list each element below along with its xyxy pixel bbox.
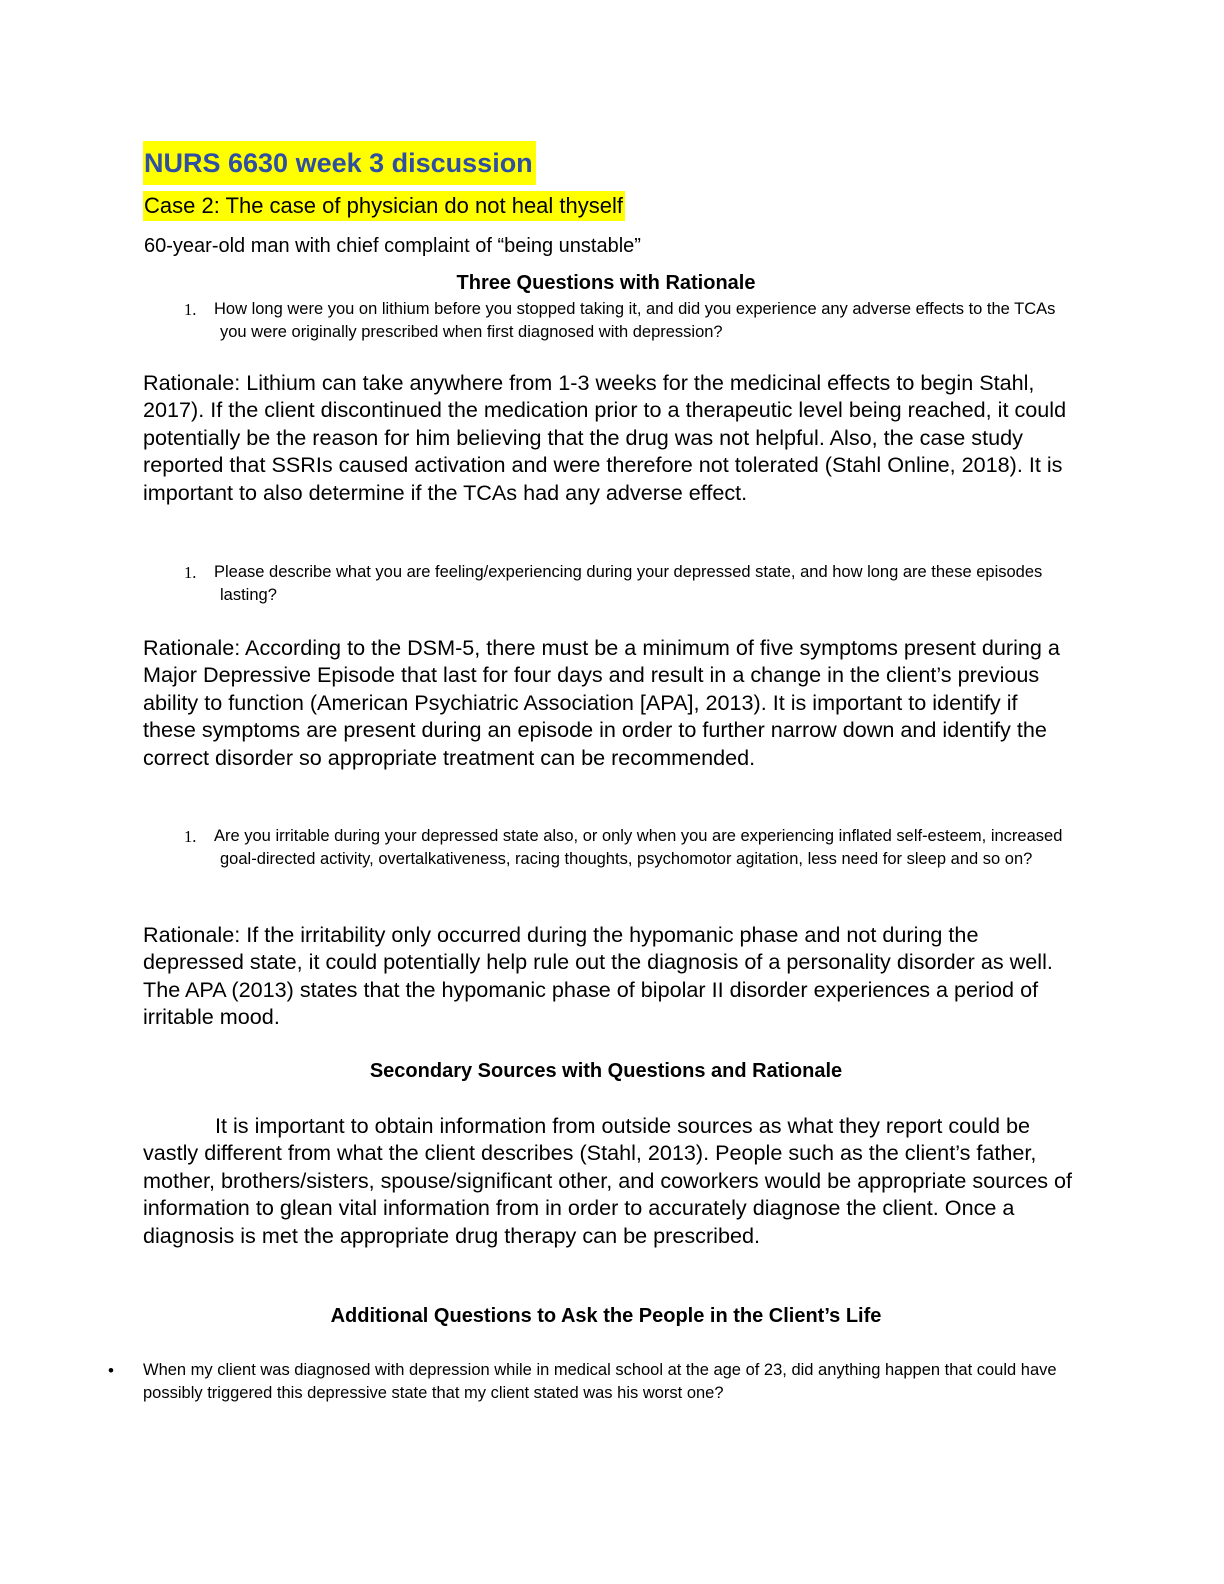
document-title: NURS 6630 week 3 discussion xyxy=(143,141,536,185)
case-subtitle: Case 2: The case of physician do not heal thyself xyxy=(143,191,625,221)
question-number: 1. xyxy=(184,563,197,582)
question-text: Please describe what you are feeling/experiencing during your depressed state, and how long are these episodes lasting? xyxy=(214,563,1043,604)
question-item xyxy=(184,825,1084,871)
rationale-paragraph: Rationale: Lithium can take anywhere from 1-3 weeks for the medicinal effects to begin Stahl, 2017). If the client discontinued the medication prior to a therapeutic level being reached, it could potentially be the reason for him believing that the drug was not helpful. Also, the case study reported that SSRIs caused activation and were therefore not tolerated (Stahl Online, 2018). It is important to also determine if the TCAs had any adverse effect. xyxy=(143,370,1067,505)
question-item xyxy=(184,561,1084,607)
rationale-paragraph: Rationale: According to the DSM-5, there must be a minimum of five symptoms present during a Major Depressive Episode that last for four days and result in a change in the client’s previous ability to function (American Psychiatric Association [APA], 2013). It is important to identify if these symptoms are present during an episode in order to further narrow down and identify the correct disorder so appropriate treatment can be recommended. xyxy=(143,635,1060,770)
rationale-paragraph: Rationale: If the irritability only occurred during the hypomanic phase and not during the depressed state, it could potentially help rule out the diagnosis of a personality disorder as well. The APA (2013) states that the hypomanic phase of bipolar II disorder experiences a period of irritable mood. xyxy=(143,922,1053,1030)
section-heading-three-questions: Three Questions with Rationale xyxy=(456,272,756,294)
question-number: 1. xyxy=(184,827,197,846)
question-number: 1. xyxy=(184,300,197,319)
bullet-text: When my client was diagnosed with depression while in medical school at the age of 23, did anything happen that could have possibly triggered this depressive state that my client stated was his worst one? xyxy=(143,1361,1057,1402)
question-item xyxy=(184,298,1084,344)
section-heading-additional-questions: Additional Questions to Ask the People in the Client’s Life xyxy=(330,1305,882,1327)
question-text: Are you irritable during your depressed state also, or only when you are experiencing inflated self-esteem, increased goal-directed activity, overtalkativeness, racing thoughts, psychomotor agitation, less need for sleep and so on? xyxy=(214,827,1063,868)
chief-complaint: 60-year-old man with chief complaint of “being unstable” xyxy=(144,235,641,257)
section-heading-secondary-sources: Secondary Sources with Questions and Rationale xyxy=(369,1060,843,1082)
bullet-symbol: • xyxy=(108,1361,114,1380)
secondary-sources-paragraph: It is important to obtain information from outside sources as what they report could be vastly different from what the client describes (Stahl, 2013). People such as the client’s father, mother, brothers/sisters, spouse/significant other, and coworkers would be appropriate sources of information to glean vital information from in order to accurately diagnose the client. Once a diagnosis is met the appropriate drug therapy can be prescribed. xyxy=(143,1113,1073,1248)
question-text: How long were you on lithium before you stopped taking it, and did you experience any adverse effects to the TCAs you were originally prescribed when first diagnosed with depression? xyxy=(214,300,1056,341)
